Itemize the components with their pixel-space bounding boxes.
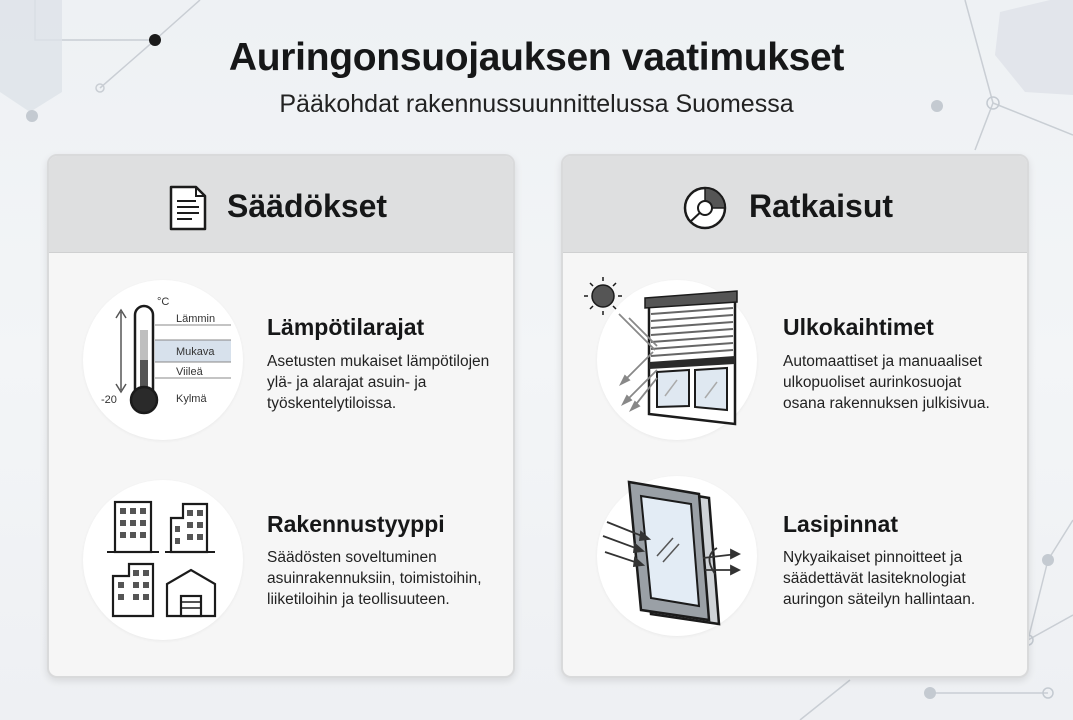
unit-label: °C <box>157 296 170 308</box>
item-description: Säädösten soveltuminen asuinrakennuksiin, toimistoihin, liiketiloihin ja teollisuuteen. <box>267 549 482 608</box>
panel-title: Ratkaisut <box>749 188 894 224</box>
page-subtitle: Pääkohdat rakennussuunnittelussa Suomessa <box>279 90 794 118</box>
item-title: Lämpötilarajat <box>267 314 425 340</box>
item-icon-circle <box>83 280 243 440</box>
item-title: Ulkokaihtimet <box>783 314 934 340</box>
panel-header <box>49 156 513 253</box>
document-icon <box>166 184 210 232</box>
item-icon-circle <box>83 480 243 640</box>
buildings-icon <box>83 480 243 640</box>
exterior-blinds-icon <box>577 274 747 434</box>
item-title: Rakennustyyppi <box>267 511 445 537</box>
panel-solutions <box>561 154 1029 678</box>
glazing-icon <box>591 474 751 634</box>
pie-chart-icon <box>681 184 729 232</box>
comfort-label: Mukava <box>176 346 215 358</box>
panel-title: Säädökset <box>227 188 388 224</box>
item-description: Nykyaikaiset pinnoitteet ja säädettävät lasiteknologiat auringon säteilyn hallintaan. <box>783 549 976 608</box>
page-title: Auringonsuojauksen vaatimukset <box>228 36 845 79</box>
item-description: Automaattiset ja manuaaliset ulkopuoliset aurinkosuojat osana rakennuksen julkisivua. <box>783 353 990 412</box>
item-title: Lasipinnat <box>783 511 899 537</box>
cool-label: Viileä <box>176 366 203 378</box>
warm-label: Lämmin <box>176 313 216 325</box>
panel-header <box>563 156 1027 253</box>
cold-label: Kylmä <box>176 393 207 405</box>
thermometer-icon <box>83 280 243 440</box>
min-label: -20 <box>101 394 117 406</box>
item-description: Asetusten mukaiset lämpötilojen ylä- ja alarajat asuin- ja työskentelytiloissa. <box>267 353 490 412</box>
panel-regulations <box>47 154 515 678</box>
